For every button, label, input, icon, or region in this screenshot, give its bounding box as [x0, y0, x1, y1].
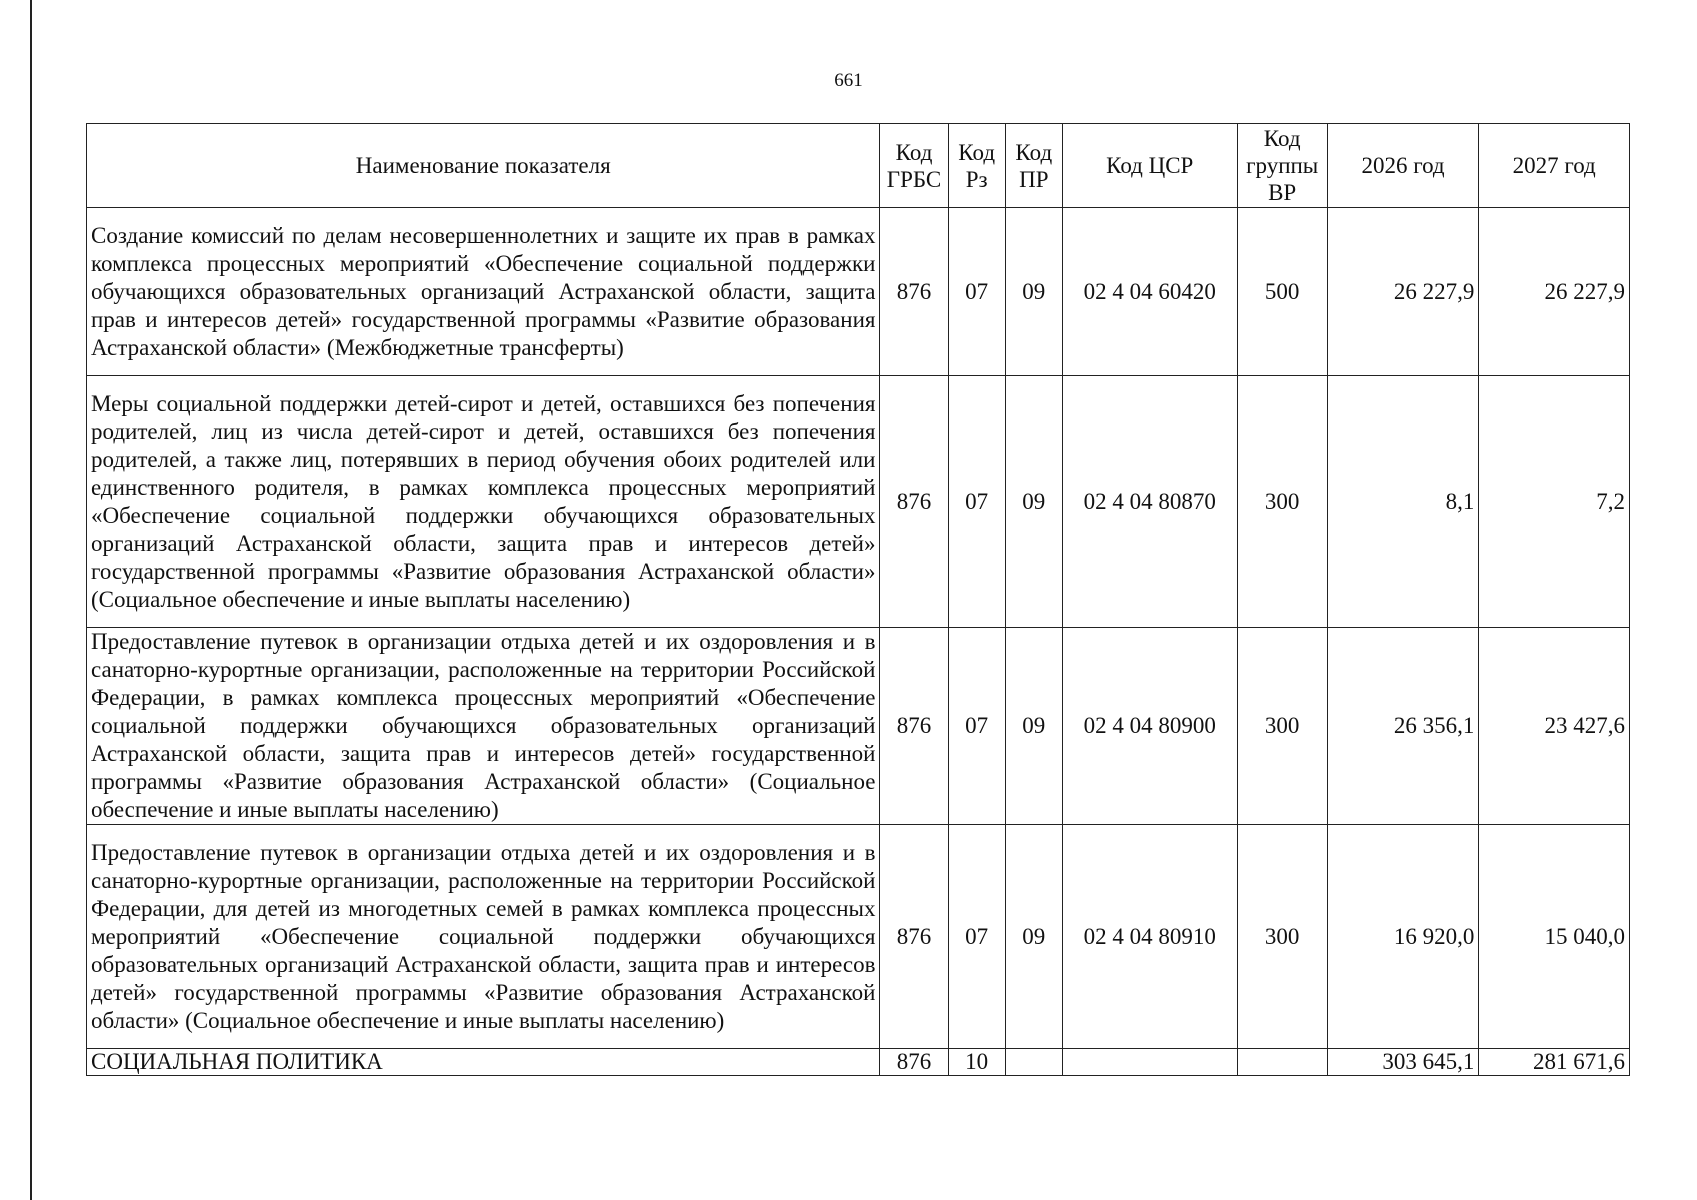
row-rz: 07 [948, 208, 1005, 376]
row-csr: 02 4 04 80870 [1062, 376, 1237, 628]
left-margin-rule [30, 0, 32, 1200]
row-2027: 23 427,6 [1479, 628, 1630, 825]
row-grbs: 876 [880, 376, 948, 628]
row-csr: 02 4 04 60420 [1062, 208, 1237, 376]
row-2027: 15 040,0 [1479, 825, 1630, 1049]
budget-table [86, 123, 1630, 1076]
header-vr: Код группы ВР [1237, 124, 1327, 208]
row-csr: 02 4 04 80900 [1062, 628, 1237, 825]
row-2026: 8,1 [1327, 376, 1479, 628]
total-grbs: 876 [880, 1049, 948, 1076]
total-vr [1237, 1049, 1327, 1076]
row-name: Предоставление путевок в организации отдыха детей и их оздоровления и в санаторно-курортные организации, расположенные на территории Российской Федерации, в рамках комплекса процессных мероприятий «Обеспечение социальной поддержки обучающихся образовательных организаций Астраханской области, защита прав и интересов детей» государственной программы «Развитие образования Астраханской области» (Социальное обеспечение и иные выплаты населению) [87, 628, 880, 825]
table-row [87, 208, 1630, 376]
total-name: СОЦИАЛЬНАЯ ПОЛИТИКА [87, 1049, 880, 1076]
row-2027: 7,2 [1479, 376, 1630, 628]
row-pr: 09 [1005, 208, 1062, 376]
total-2026: 303 645,1 [1327, 1049, 1479, 1076]
row-vr: 500 [1237, 208, 1327, 376]
row-vr: 300 [1237, 628, 1327, 825]
total-csr [1062, 1049, 1237, 1076]
row-rz: 07 [948, 825, 1005, 1049]
header-pr: Код ПР [1005, 124, 1062, 208]
total-pr [1005, 1049, 1062, 1076]
row-grbs: 876 [880, 628, 948, 825]
header-2027: 2027 год [1479, 124, 1630, 208]
table-header-row [87, 124, 1630, 208]
total-2027: 281 671,6 [1479, 1049, 1630, 1076]
row-grbs: 876 [880, 825, 948, 1049]
row-vr: 300 [1237, 376, 1327, 628]
table-row [87, 628, 1630, 825]
page-number: 661 [834, 70, 863, 91]
row-pr: 09 [1005, 628, 1062, 825]
row-name: Предоставление путевок в организации отдыха детей и их оздоровления и в санаторно-курортные организации, расположенные на территории Российской Федерации, для детей из многодетных семей в рамках комплекса процессных мероприятий «Обеспечение социальной поддержки обучающихся образовательных организаций Астраханской области, защита прав и интересов детей» государственной программы «Развитие образования Астраханской области» (Социальное обеспечение и иные выплаты населению) [87, 825, 880, 1049]
table-row [87, 825, 1630, 1049]
row-pr: 09 [1005, 825, 1062, 1049]
row-rz: 07 [948, 628, 1005, 825]
header-csr: Код ЦСР [1062, 124, 1237, 208]
header-name: Наименование показателя [87, 124, 880, 208]
row-name: Меры социальной поддержки детей-сирот и детей, оставшихся без попечения родителей, лиц из числа детей-сирот и детей, оставшихся без попечения родителей, а также лиц, потерявших в период обучения обоих родителей или единственного родителя, в рамках комплекса процессных мероприятий «Обеспечение социальной поддержки обучающихся образовательных организаций Астраханской области, защита прав и интересов детей» государственной программы «Развитие образования Астраханской области» (Социальное обеспечение и иные выплаты населению) [87, 376, 880, 628]
header-2026: 2026 год [1327, 124, 1479, 208]
row-csr: 02 4 04 80910 [1062, 825, 1237, 1049]
row-2026: 16 920,0 [1327, 825, 1479, 1049]
row-grbs: 876 [880, 208, 948, 376]
row-2027: 26 227,9 [1479, 208, 1630, 376]
row-vr: 300 [1237, 825, 1327, 1049]
row-2026: 26 227,9 [1327, 208, 1479, 376]
row-2026: 26 356,1 [1327, 628, 1479, 825]
row-pr: 09 [1005, 376, 1062, 628]
row-rz: 07 [948, 376, 1005, 628]
table-row [87, 376, 1630, 628]
total-row [87, 1049, 1630, 1076]
total-rz: 10 [948, 1049, 1005, 1076]
row-name: Создание комиссий по делам несовершеннолетних и защите их прав в рамках комплекса процессных мероприятий «Обеспечение социальной поддержки обучающихся образовательных организаций Астраханской области, защита прав и интересов детей» государственной программы «Развитие образования Астраханской области» (Межбюджетные трансферты) [87, 208, 880, 376]
header-grbs: Код ГРБС [880, 124, 948, 208]
header-rz: Код Рз [948, 124, 1005, 208]
